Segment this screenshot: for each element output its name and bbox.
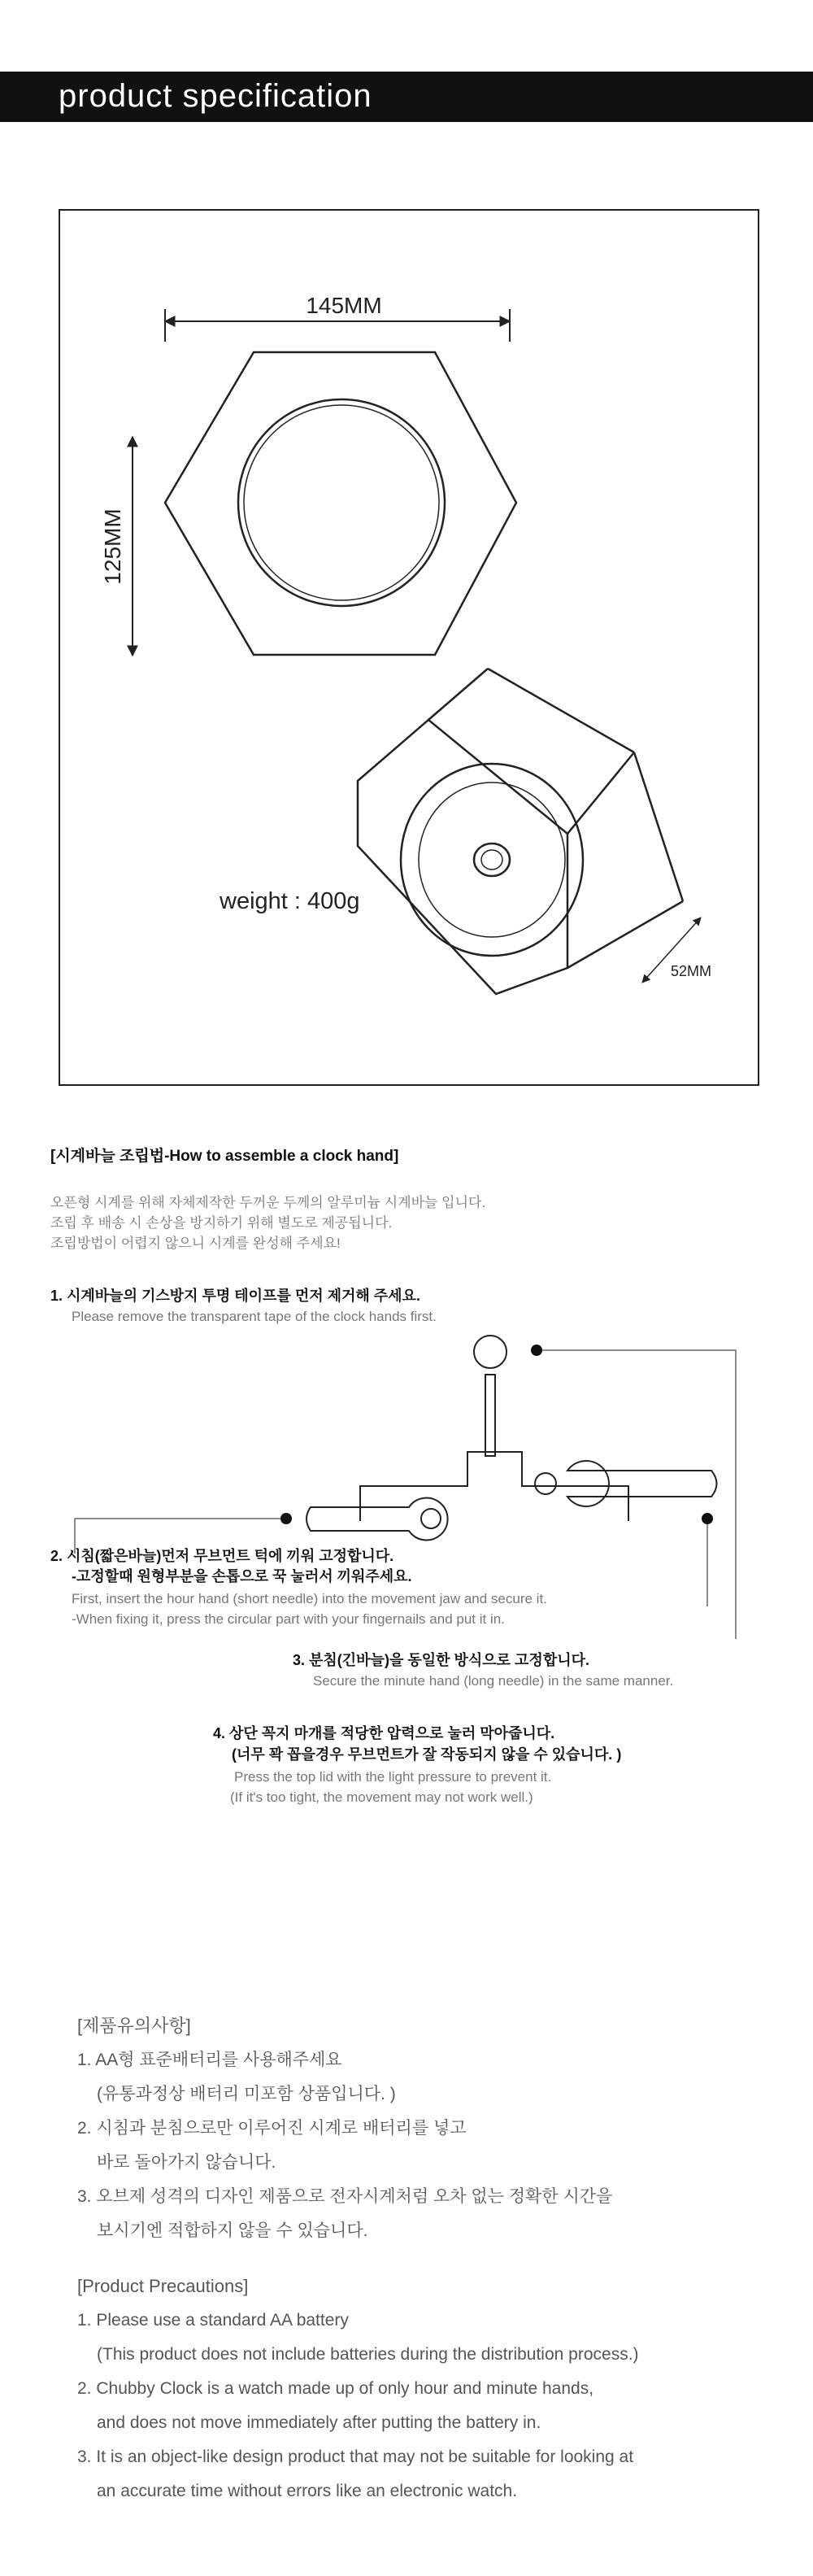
intro-line: 오픈형 시계를 위해 자체제작한 두꺼운 두께의 알루미늄 시계바늘 입니다.	[50, 1195, 486, 1210]
step2-sub-2: -When fixing it, press the circular part with your fingernails and put it in.	[72, 1611, 505, 1627]
assemble-title: [시계바늘 조립법-How to assemble a clock hand]	[50, 1148, 399, 1165]
precaution-line: an accurate time without errors like an electronic watch.	[97, 2482, 518, 2500]
clock-face-inner	[244, 405, 439, 600]
precaution-line: 1. Please use a standard AA battery	[77, 2311, 349, 2330]
precautions-ko	[77, 2009, 612, 2248]
precaution-line: 2. 시침과 분침으로만 이루어진 시계로 배터리를 넣고	[77, 2119, 467, 2138]
precaution-line: (This product does not include batteries during the distribution process.)	[97, 2345, 639, 2364]
movement-shaft	[485, 1375, 495, 1456]
precaution-line: (유통과정상 배터리 미포함 상품입니다. )	[97, 2085, 396, 2103]
step2-sub-1: First, insert the hour hand (short needle) into the movement jaw and secure it.	[72, 1591, 547, 1606]
minute-hand-ring	[535, 1473, 556, 1494]
marker-dot	[280, 1513, 292, 1524]
top-cap	[474, 1336, 506, 1368]
step3-title: 3. 분침(긴바늘)을 동일한 방식으로 고정합니다.	[293, 1652, 589, 1668]
step1-title: 1. 시계바늘의 기스방지 투명 테이프를 먼저 제거해 주세요.	[50, 1288, 420, 1304]
marker-dot	[702, 1513, 713, 1524]
hour-hand-ring	[421, 1509, 441, 1528]
hour-hand	[307, 1498, 448, 1541]
assemble-intro	[50, 1192, 485, 1253]
clock-face-outer	[238, 399, 445, 606]
clock-isometric	[358, 669, 683, 994]
precautions-en-title: [Product Precautions]	[77, 2276, 249, 2296]
marker-dot	[531, 1345, 542, 1356]
spec-drawing	[0, 0, 813, 1090]
step1-sub: Please remove the transparent tape of the clock hands first.	[72, 1309, 437, 1324]
precaution-line: and does not move immediately after putting the battery in.	[97, 2413, 541, 2432]
step4-sub-1: Press the top lid with the light pressure to prevent it.	[234, 1769, 552, 1785]
height-label: 125MM	[100, 508, 125, 585]
weight-label: weight : 400g	[220, 888, 360, 914]
precaution-line: 3. 오브제 성격의 디자인 제품으로 전자시계처럼 오차 없는 정확한 시간을	[77, 2187, 613, 2206]
page-title: product specification	[59, 78, 372, 114]
step3-sub: Secure the minute hand (long needle) in the same manner.	[313, 1673, 674, 1689]
clock-front-hexagon	[165, 352, 516, 655]
step4-title: 4. 상단 꼭지 마개를 적당한 압력으로 눌러 막아줍니다.	[213, 1725, 555, 1741]
precaution-line: 바로 돌아가지 않습니다.	[97, 2153, 276, 2172]
step2-title: 2. 시침(짧은바늘)먼저 무브먼트 턱에 끼워 고정합니다.	[50, 1548, 394, 1564]
intro-line: 조립 후 배송 시 손상을 방지하기 위해 별도로 제공됩니다.	[50, 1215, 393, 1231]
precaution-line: 2. Chubby Clock is a watch made up of only hour and minute hands,	[77, 2379, 594, 2398]
step4-sub-2: (If it's too tight, the movement may not work well.)	[230, 1789, 533, 1805]
precaution-line: 보시기엔 적합하지 않을 수 있습니다.	[97, 2221, 368, 2240]
precautions-ko-title: [제품유의사항]	[77, 2016, 191, 2036]
minute-hand	[567, 1461, 717, 1506]
intro-line: 조립방법이 어렵지 않으니 시계를 완성해 주세요!	[50, 1236, 341, 1251]
assembly-diagram	[0, 1326, 813, 1684]
step4-title-2: (너무 꽉 꼽을경우 무브먼트가 잘 작동되지 않을 수 있습니다. )	[232, 1746, 622, 1763]
precaution-line: 3. It is an object-like design product that may not be suitable for looking at	[77, 2447, 634, 2466]
width-label: 145MM	[306, 293, 382, 318]
movement-base	[360, 1452, 628, 1521]
precaution-line: 1. AA형 표준배터리를 사용해주세요	[77, 2051, 342, 2069]
depth-label: 52MM	[671, 963, 712, 979]
precautions-en	[77, 2269, 639, 2508]
step2-title-2: -고정할때 원형부분을 손톱으로 꾹 눌러서 끼워주세요.	[72, 1568, 412, 1584]
